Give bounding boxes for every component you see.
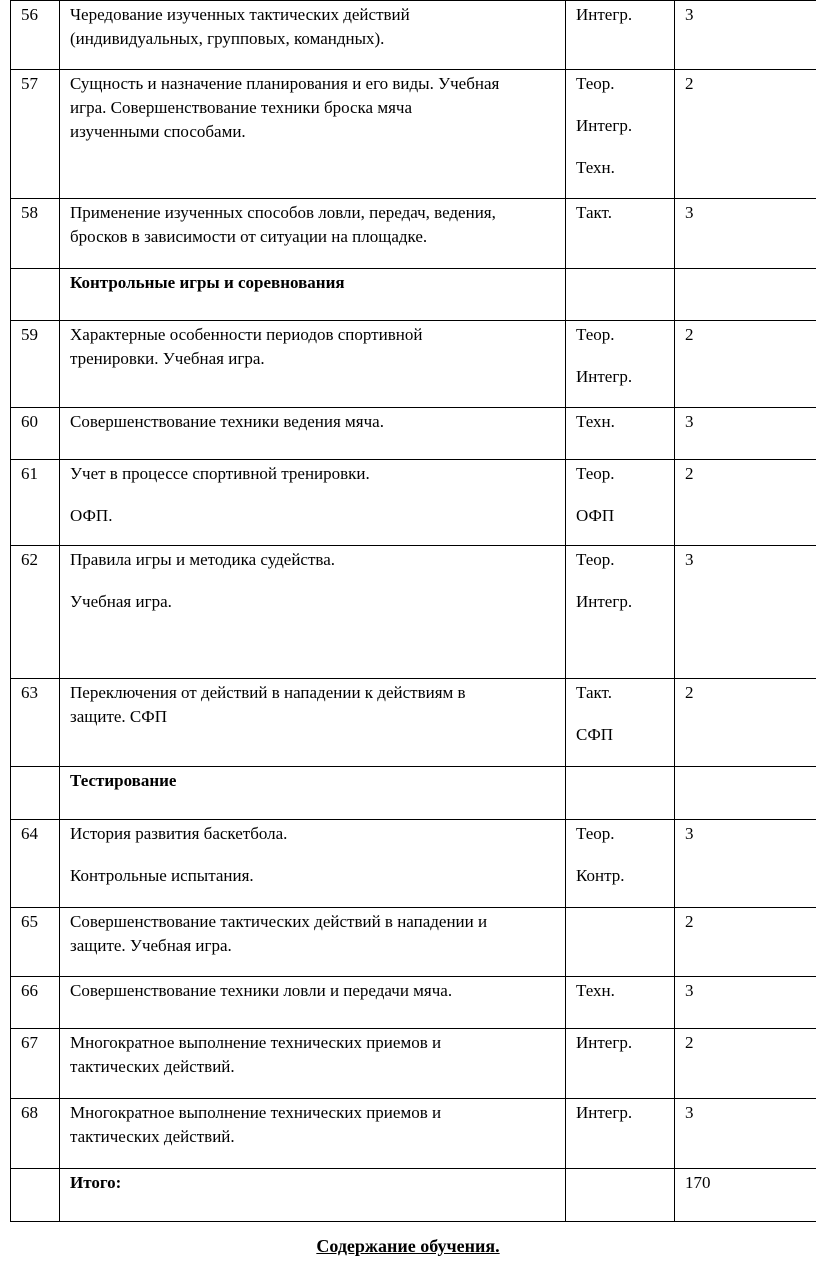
table-row [11,408,816,460]
table-row [11,1,816,70]
row-type: Теор. Интегр. [566,546,675,679]
row-type [566,908,675,977]
row-hours: 2 [675,321,816,408]
row-type: Интегр. [566,1029,675,1099]
row-topic: Совершенствование техники ловли и передачи мяча. [60,977,566,1029]
lesson-plan-table [10,0,816,1222]
table-row [11,460,816,546]
row-topic: Многократное выполнение технических приемов и тактических действий. [60,1029,566,1099]
section-type-cell [566,269,675,321]
row-topic: Многократное выполнение технических приемов и тактических действий. [60,1099,566,1169]
row-number: 60 [11,408,60,460]
row-topic: История развития баскетбола. Контрольные испытания. [60,820,566,908]
row-number: 61 [11,460,60,546]
row-topic: Сущность и назначение планирования и его виды. Учебная игра. Совершенствование техники броска мяча изученными способами. [60,70,566,199]
row-type: Теор. Контр. [566,820,675,908]
row-topic: Чередование изученных тактических действий (индивидуальных, групповых, командных). [60,1,566,70]
section-row [11,767,816,820]
section-type-cell [566,767,675,820]
total-label: Итого: [60,1169,566,1222]
total-hours: 170 [675,1169,816,1222]
row-type: Такт. [566,199,675,269]
row-number: 63 [11,679,60,767]
table-row [11,70,816,199]
row-number: 66 [11,977,60,1029]
table-row [11,199,816,269]
row-hours: 3 [675,820,816,908]
table-row [11,977,816,1029]
section-title: Тестирование [60,767,566,820]
row-number: 57 [11,70,60,199]
row-type: Такт. СФП [566,679,675,767]
table-row [11,321,816,408]
row-hours: 2 [675,70,816,199]
row-hours: 2 [675,679,816,767]
row-number: 67 [11,1029,60,1099]
row-hours: 3 [675,977,816,1029]
section-heading: Содержание обучения. [316,1236,500,1256]
row-number: 65 [11,908,60,977]
row-topic: Правила игры и методика судейства. Учебная игра. [60,546,566,679]
row-hours: 3 [675,1099,816,1169]
table-row [11,908,816,977]
row-type: Теор. Интегр. Техн. [566,70,675,199]
total-row [11,1169,816,1222]
section-title: Контрольные игры и соревнования [60,269,566,321]
row-topic: Переключения от действий в нападении к действиям в защите. СФП [60,679,566,767]
section-num-cell [11,269,60,321]
total-num-cell [11,1169,60,1222]
table-row [11,1099,816,1169]
row-type: Техн. [566,977,675,1029]
row-hours: 3 [675,199,816,269]
row-number: 62 [11,546,60,679]
row-hours: 2 [675,1029,816,1099]
row-topic: Совершенствование техники ведения мяча. [60,408,566,460]
row-type: Интегр. [566,1,675,70]
row-topic: Применение изученных способов ловли, передач, ведения, бросков в зависимости от ситуации на площадке. [60,199,566,269]
row-number: 56 [11,1,60,70]
row-type: Интегр. [566,1099,675,1169]
table-row [11,1029,816,1099]
row-type: Теор. ОФП [566,460,675,546]
row-number: 59 [11,321,60,408]
row-type: Техн. [566,408,675,460]
row-number: 68 [11,1099,60,1169]
section-row [11,269,816,321]
row-hours: 3 [675,408,816,460]
lesson-plan-body [11,1,816,1222]
row-hours: 2 [675,908,816,977]
row-hours: 3 [675,1,816,70]
section-hours-cell [675,269,816,321]
row-number: 64 [11,820,60,908]
section-num-cell [11,767,60,820]
table-row [11,820,816,908]
table-row [11,546,816,679]
row-topic: Характерные особенности периодов спортивной тренировки. Учебная игра. [60,321,566,408]
row-type: Теор. Интегр. [566,321,675,408]
row-topic: Учет в процессе спортивной тренировки. ОФП. [60,460,566,546]
section-hours-cell [675,767,816,820]
total-type-cell [566,1169,675,1222]
row-number: 58 [11,199,60,269]
row-hours: 2 [675,460,816,546]
table-row [11,679,816,767]
row-hours: 3 [675,546,816,679]
row-topic: Совершенствование тактических действий в нападении и защите. Учебная игра. [60,908,566,977]
